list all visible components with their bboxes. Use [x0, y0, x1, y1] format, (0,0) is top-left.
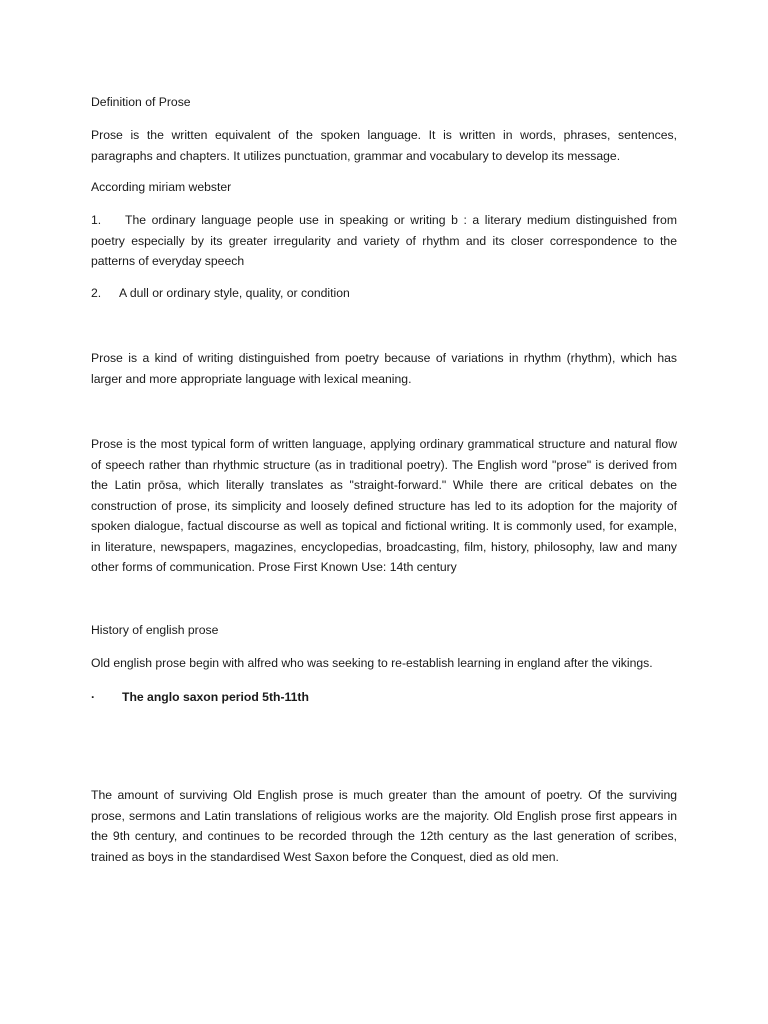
list-item-1 [91, 210, 677, 272]
list-text-1: The ordinary language people use in speaking or writing b : a literary medium distinguished from poetry especially by its greater irregularity and variety of rhythm and its closer correspondence to the patterns of everyday speech [91, 213, 677, 268]
according-line: According miriam webster [91, 180, 232, 194]
list-number-2: 2. [91, 286, 102, 300]
list-text-2: A dull or ordinary style, quality, or condition [119, 286, 350, 300]
definition-heading: Definition of Prose [91, 95, 191, 109]
bullet-item [91, 687, 677, 708]
paragraph-prose-typical: Prose is the most typical form of written language, applying ordinary grammatical structure and natural flow of speech rather than rhythmic structure (as in traditional poetry). The English word "prose" is derived from the Latin prōsa, which literally translates as "straight-forward." While there are critical debates on the construction of prose, its simplicity and loosely defined structure has led to its adoption for the majority of spoken dialogue, factual discourse as well as topical and fictional writing. It is commonly used, for example, in literature, newspapers, magazines, encyclopedias, broadcasting, film, history, philosophy, law and many other forms of communication. Prose First Known Use: 14th century [91, 437, 677, 574]
bullet-text: The anglo saxon period 5th-11th [122, 690, 309, 704]
paragraph-prose-kind: Prose is a kind of writing distinguished from poetry because of variations in rhythm (rhythm), which has larger and more appropriate language with lexical meaning. [91, 351, 677, 386]
bullet-dot: · [91, 690, 96, 704]
paragraph-old-english: Old english prose begin with alfred who was seeking to re-establish learning in england after the vikings. [91, 656, 653, 670]
paragraph-definition: Prose is the written equivalent of the spoken language. It is written in words, phrases, sentences, paragraphs and chapters. It utilizes punctuation, grammar and vocabulary to develop its message. [91, 128, 677, 163]
list-item-2 [91, 283, 677, 304]
list-number-1: 1. [91, 213, 102, 227]
paragraph-surviving-prose: The amount of surviving Old English prose is much greater than the amount of poetry. Of the surviving prose, sermons and Latin translations of religious works are the majority. Old English prose first appears in the 9th century, and continues to be recorded through the 12th century as the last generation of scribes, trained as boys in the standardised West Saxon before the Conquest, died as old men. [91, 788, 677, 864]
history-heading: History of english prose [91, 623, 219, 637]
